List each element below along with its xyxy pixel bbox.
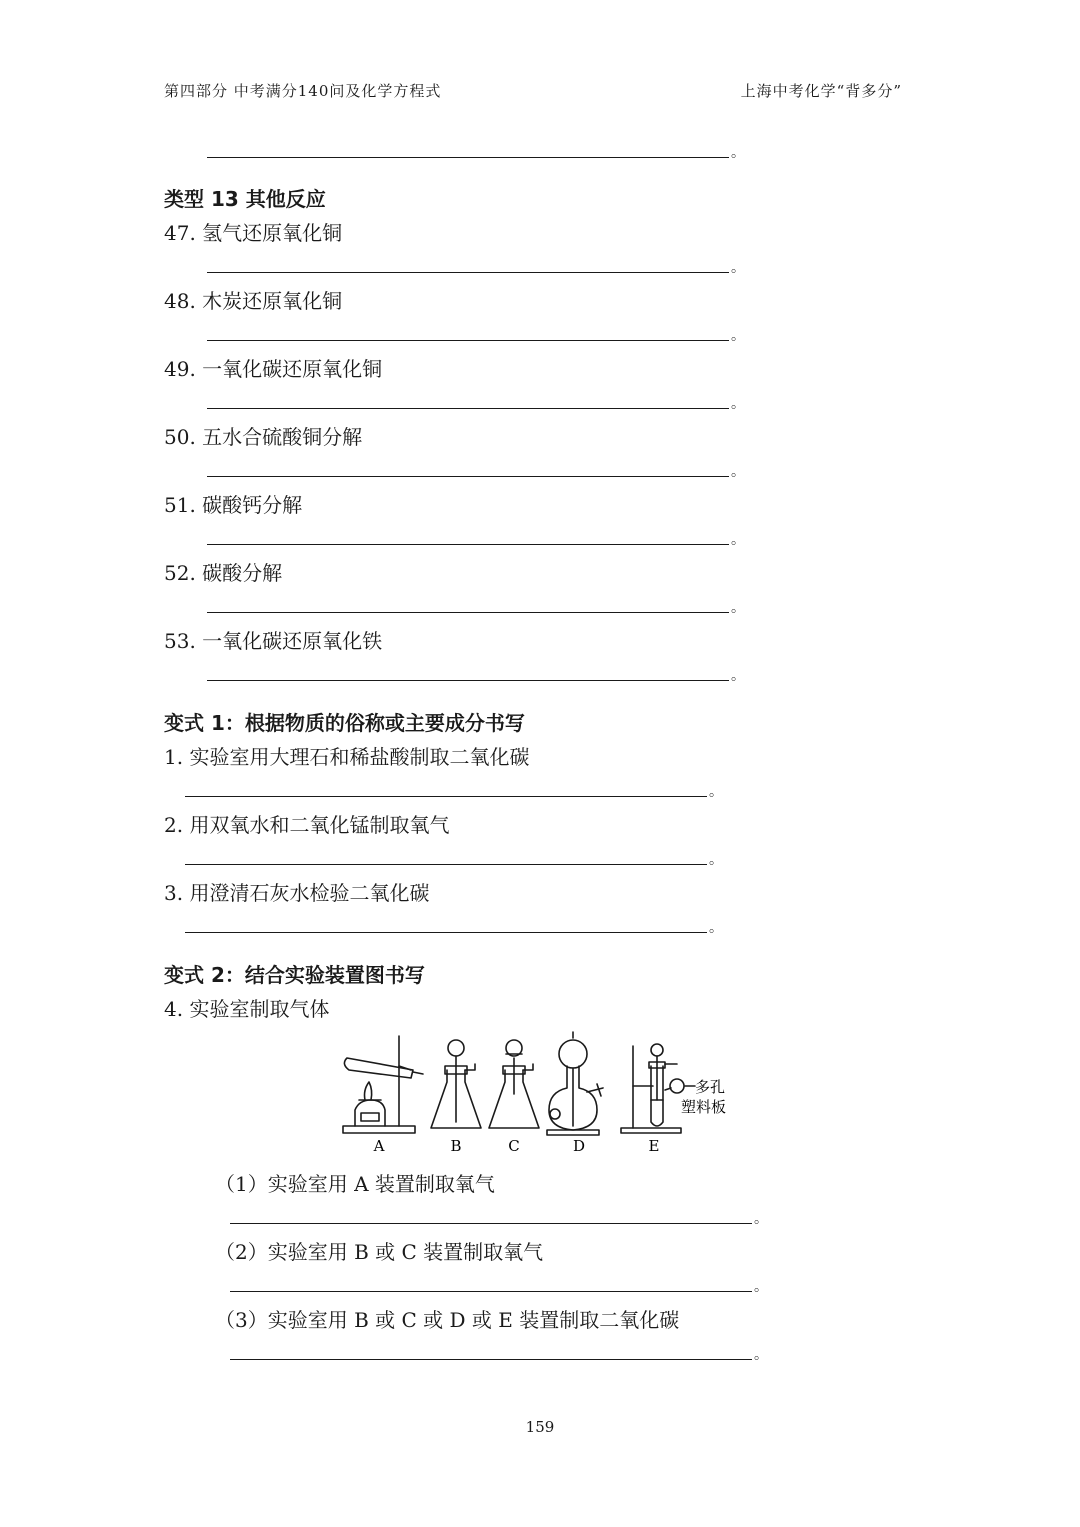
variant-2-title: 变式 2：结合实验装置图书写 [164, 963, 425, 987]
answer-line-end: 。 [709, 852, 723, 868]
answer-line-end: 。 [709, 784, 723, 800]
question-51: 51. 碳酸钙分解 [164, 493, 303, 517]
plastic-plate-label-1: 多孔 [695, 1078, 726, 1096]
answer-line-sub-2[interactable] [230, 1291, 752, 1292]
question-47: 47. 氢气还原氧化铜 [164, 221, 343, 245]
plastic-plate-label-2: 塑料板 [681, 1098, 727, 1116]
apparatus-a [343, 1036, 423, 1133]
variant-1-question-2: 2. 用双氧水和二氧化锰制取氧气 [164, 813, 450, 837]
answer-line-end: 。 [731, 396, 745, 412]
answer-line-end: 。 [731, 145, 745, 161]
subquestion-2: （2）实验室用 B 或 C 装置制取氧气 [215, 1240, 544, 1264]
answer-line-v1-3[interactable] [185, 932, 707, 933]
subquestion-3: （3）实验室用 B 或 C 或 D 或 E 装置制取二氧化碳 [215, 1308, 680, 1332]
answer-line-50[interactable] [207, 476, 729, 477]
answer-line-v1-2[interactable] [185, 864, 707, 865]
answer-line[interactable] [207, 157, 729, 158]
answer-line-v1-1[interactable] [185, 796, 707, 797]
apparatus-label-b: B [450, 1137, 462, 1155]
answer-line-end: 。 [754, 1279, 768, 1295]
variant-1-title: 变式 1：根据物质的俗称或主要成分书写 [164, 711, 525, 735]
apparatus-e [621, 1044, 695, 1133]
apparatus-c [489, 1040, 539, 1128]
variant-1-question-1: 1. 实验室用大理石和稀盐酸制取二氧化碳 [164, 745, 530, 769]
header-left: 第四部分 中考满分140问及化学方程式 [164, 82, 442, 100]
answer-line-48[interactable] [207, 340, 729, 341]
answer-line-end: 。 [709, 920, 723, 936]
question-49: 49. 一氧化碳还原氧化铜 [164, 357, 383, 381]
answer-line-end: 。 [754, 1211, 768, 1227]
answer-line-end: 。 [754, 1347, 768, 1363]
answer-line-end: 。 [731, 532, 745, 548]
answer-line-end: 。 [731, 328, 745, 344]
question-48: 48. 木炭还原氧化铜 [164, 289, 343, 313]
section-13-title: 类型 13 其他反应 [164, 187, 326, 211]
apparatus-b [431, 1040, 481, 1128]
answer-line-51[interactable] [207, 544, 729, 545]
answer-line-sub-1[interactable] [230, 1223, 752, 1224]
question-50: 50. 五水合硫酸铜分解 [164, 425, 363, 449]
question-52: 52. 碳酸分解 [164, 561, 283, 585]
variant-2-question-4: 4. 实验室制取气体 [164, 997, 330, 1021]
answer-line-53[interactable] [207, 680, 729, 681]
apparatus-label-e: E [648, 1137, 660, 1155]
subquestion-1: （1）实验室用 A 装置制取氧气 [215, 1172, 495, 1196]
apparatus-d [547, 1032, 603, 1135]
answer-line-end: 。 [731, 260, 745, 276]
apparatus-label-a: A [373, 1137, 385, 1155]
apparatus-figure [335, 1030, 755, 1155]
question-53: 53. 一氧化碳还原氧化铁 [164, 629, 383, 653]
answer-line-sub-3[interactable] [230, 1359, 752, 1360]
answer-line-47[interactable] [207, 272, 729, 273]
answer-line-52[interactable] [207, 612, 729, 613]
page-number: 159 [525, 1418, 555, 1436]
answer-line-end: 。 [731, 668, 745, 684]
apparatus-label-d: D [572, 1137, 586, 1155]
answer-line-49[interactable] [207, 408, 729, 409]
variant-1-question-3: 3. 用澄清石灰水检验二氧化碳 [164, 881, 430, 905]
apparatus-label-c: C [508, 1137, 520, 1155]
answer-line-end: 。 [731, 600, 745, 616]
answer-line-end: 。 [731, 464, 745, 480]
header-right: 上海中考化学“背多分” [740, 82, 902, 100]
